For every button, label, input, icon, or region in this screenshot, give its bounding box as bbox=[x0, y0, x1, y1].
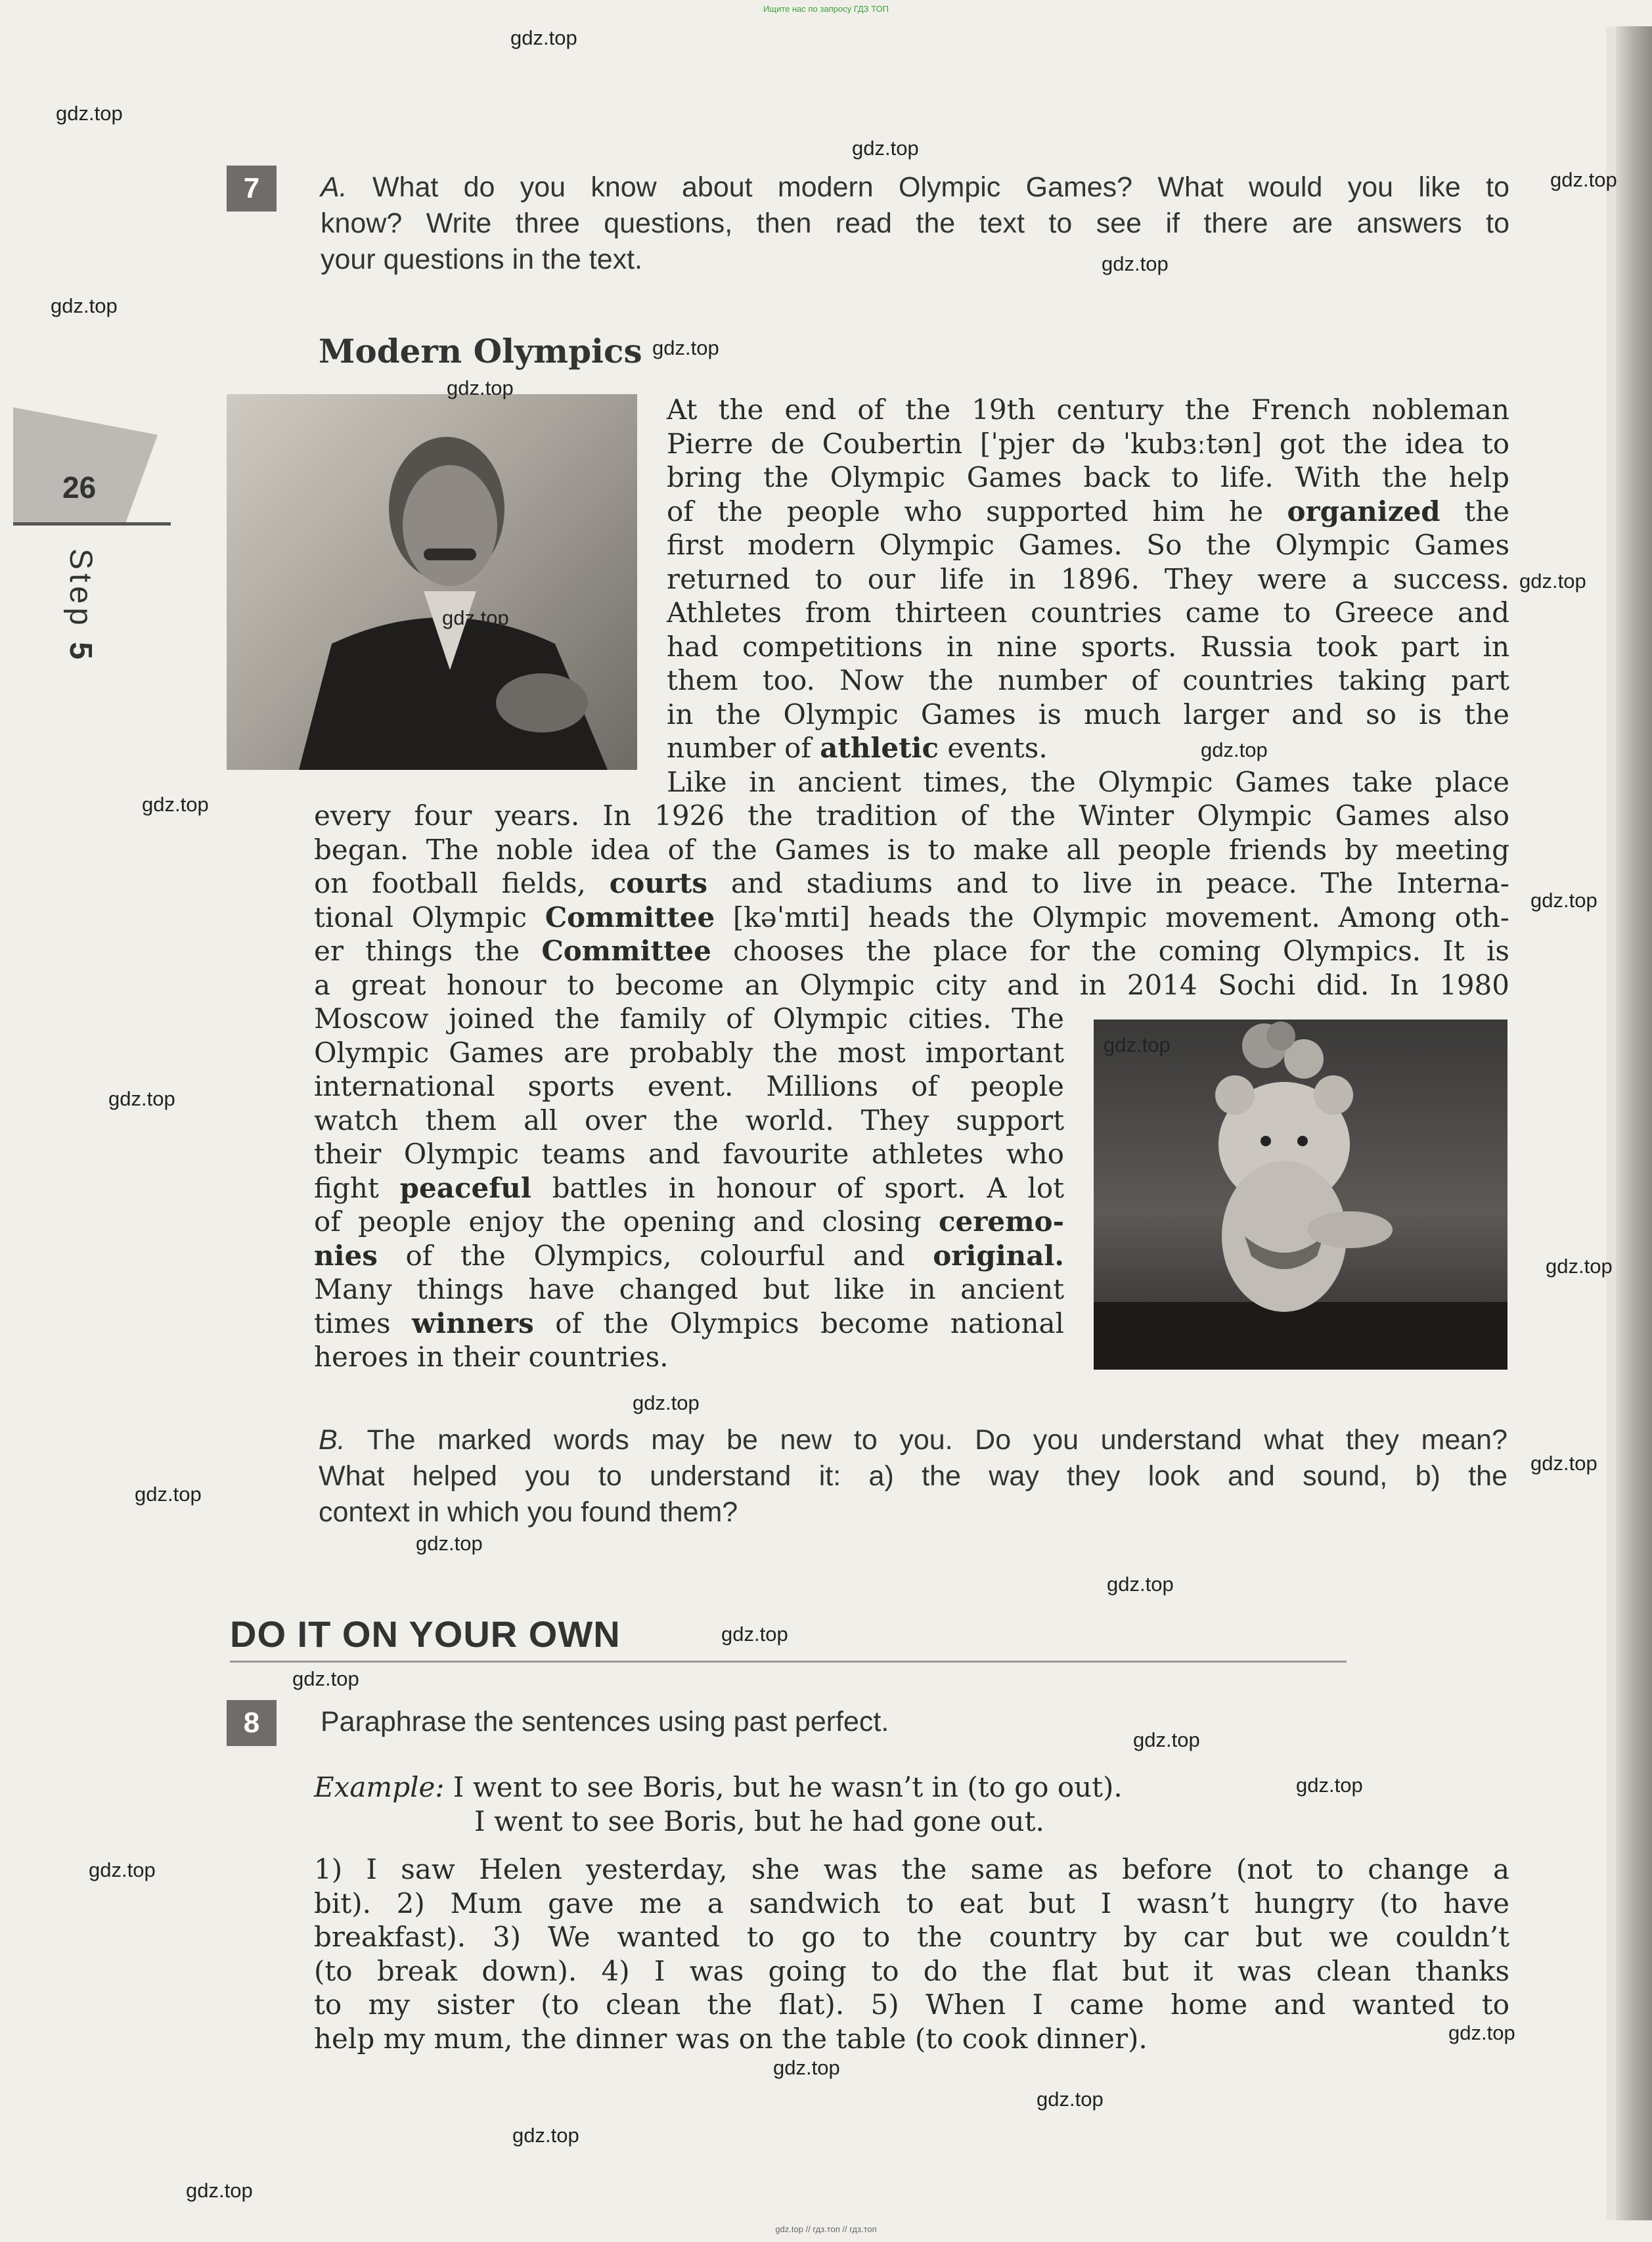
step-label bbox=[46, 549, 125, 700]
sentence-line: bit). 2) Mum gave me a sandwich to eat but I wasn’t hungry (to have bbox=[314, 1887, 1509, 1919]
text-line: nies of the Olympics, colourful and original. bbox=[314, 1239, 1064, 1272]
text-line: fight peaceful battles in honour of sport. A lot bbox=[314, 1171, 1064, 1204]
text-line: their Olympic teams and favourite athletes who bbox=[314, 1138, 1064, 1170]
bottom-banner: gdz.top // гдз.топ // гдз.топ bbox=[775, 2224, 877, 2234]
side-tab-rule bbox=[13, 522, 171, 526]
sentence-line: (to break down). 4) I was going to do the flat but it was clean thanks bbox=[314, 1954, 1509, 1987]
watermark-text: gdz.top bbox=[1201, 738, 1268, 761]
exercise-8-instruction: Paraphrase the sentences using past perfect. bbox=[321, 1706, 889, 1738]
watermark-text: gdz.top bbox=[1102, 252, 1169, 275]
watermark-text: gdz.top bbox=[510, 26, 577, 49]
watermark-text: gdz.top bbox=[447, 376, 514, 399]
text-line: Like in ancient times, the Olympic Games take place bbox=[667, 765, 1509, 798]
sentence-line: breakfast). 3) We wanted to go to the country by car but we couldn’t bbox=[314, 1921, 1509, 1953]
text-line: them too. Now the number of countries taking part bbox=[667, 664, 1509, 696]
exercise-8-number: 8 bbox=[227, 1700, 277, 1746]
text-line: had competitions in nine sports. Russia took part in bbox=[667, 630, 1509, 663]
sentence-line: 1) I saw Helen yesterday, she was the same as before (not to change a bbox=[314, 1853, 1509, 1885]
watermark-text: gdz.top bbox=[721, 1623, 788, 1646]
text-line: watch them all over the world. They support bbox=[314, 1104, 1064, 1136]
step-number: 5 bbox=[63, 642, 98, 663]
watermark-text: gdz.top bbox=[1546, 1255, 1613, 1278]
text-column-wide bbox=[314, 799, 1509, 1002]
text-line: international sports event. Millions of people bbox=[314, 1070, 1064, 1102]
task-a-line-3: your questions in the text. bbox=[321, 244, 643, 275]
text-line: er things the Committee chooses the place for the coming Olympics. It is bbox=[314, 935, 1509, 967]
text-line: in the Olympic Games is much larger and so is the bbox=[667, 698, 1509, 730]
section-rule bbox=[230, 1661, 1347, 1663]
watermark-text: gdz.top bbox=[186, 2179, 253, 2202]
text-line: of the people who supported him he organized the bbox=[667, 495, 1509, 527]
watermark-text: gdz.top bbox=[1133, 1728, 1200, 1751]
olympic-bear-icon bbox=[1094, 1020, 1507, 1370]
watermark-text: gdz.top bbox=[1530, 889, 1597, 912]
watermark-text: gdz.top bbox=[512, 2124, 579, 2147]
page-number: 26 bbox=[62, 470, 97, 504]
watermark-text: gdz.top bbox=[633, 1391, 700, 1414]
watermark-text: gdz.top bbox=[135, 1483, 202, 1506]
page-edge bbox=[1606, 26, 1616, 2220]
photo-olympic-mascot bbox=[1094, 1020, 1507, 1370]
text-line: tional Olympic Committee [kəˈmɪti] heads the Olympic movement. Among oth- bbox=[314, 901, 1509, 933]
task-a-line-2: know? Write three questions, then read the text to see if there are answers to bbox=[321, 208, 1509, 239]
watermark-text: gdz.top bbox=[1519, 570, 1586, 593]
watermark-text: gdz.top bbox=[652, 336, 719, 359]
task-b-line-3: context in which you found them? bbox=[319, 1496, 738, 1528]
exercise-8-sentences bbox=[314, 1852, 1509, 2055]
text-line: Athletes from thirteen countries came to Greece and bbox=[667, 596, 1509, 629]
text-column-bottom bbox=[314, 1002, 1064, 1374]
example-line-1: Example: I went to see Boris, but he wasn’t in (to go out). bbox=[314, 1771, 1123, 1803]
text-line: Moscow joined the family of Olympic cities. The bbox=[314, 1002, 1064, 1035]
text-line: times winners of the Olympics become national bbox=[314, 1307, 1064, 1339]
text-line: first modern Olympic Games. So the Olympic Games bbox=[667, 529, 1509, 561]
section-title: DO IT ON YOUR OWN bbox=[230, 1613, 621, 1655]
watermark-text: gdz.top bbox=[1296, 1774, 1363, 1797]
watermark-text: gdz.top bbox=[416, 1532, 483, 1555]
text-heading: Modern Olympics bbox=[319, 332, 642, 370]
watermark-text: gdz.top bbox=[89, 1858, 156, 1881]
watermark-text: gdz.top bbox=[1530, 1452, 1597, 1475]
watermark-text: gdz.top bbox=[852, 137, 919, 160]
text-line: Many things have changed but like in ancient bbox=[314, 1273, 1064, 1305]
text-line: of people enjoy the opening and closing ceremo- bbox=[314, 1205, 1064, 1238]
example-line-2: I went to see Boris, but he had gone out. bbox=[474, 1805, 1044, 1837]
text-line: number of athletic events. bbox=[667, 732, 1048, 764]
task-b-line-1: B. The marked words may be new to you. Do you understand what they mean? bbox=[319, 1424, 1508, 1456]
text-line: every four years. In 1926 the tradition of the Winter Olympic Games also bbox=[314, 799, 1509, 832]
sentence-line: to my sister (to clean the flat). 5) When I came home and wanted to bbox=[314, 1988, 1509, 2021]
watermark-text: gdz.top bbox=[773, 2056, 840, 2079]
text-line: began. The noble idea of the Games is to make all people friends by meeting bbox=[314, 833, 1509, 866]
watermark-text: gdz.top bbox=[1107, 1573, 1174, 1596]
watermark-text: gdz.top bbox=[292, 1667, 359, 1690]
task-a-label: A. bbox=[321, 171, 347, 203]
top-banner: Ищите нас по запросу ГДЗ ТОП bbox=[763, 4, 889, 14]
text-column-top bbox=[667, 393, 1509, 799]
coubertin-portrait-icon bbox=[227, 394, 637, 770]
text-line: heroes in their countries. bbox=[314, 1341, 669, 1373]
watermark-text: gdz.top bbox=[108, 1087, 175, 1110]
watermark-text: gdz.top bbox=[51, 294, 118, 317]
book-binding bbox=[1616, 26, 1652, 2220]
text-line: Pierre de Coubertin [ˈpjer də ˈkubɜːtən] got the idea to bbox=[667, 427, 1509, 460]
watermark-text: gdz.top bbox=[1104, 1033, 1171, 1056]
watermark-text: gdz.top bbox=[1037, 2088, 1104, 2111]
task-a-line-1: A. What do you know about modern Olympic Games? What would you like to bbox=[321, 171, 1509, 203]
watermark-text: gdz.top bbox=[142, 793, 209, 816]
text-line: returned to our life in 1896. They were a success. bbox=[667, 562, 1509, 595]
text-line: bring the Olympic Games back to life. With the help bbox=[667, 461, 1509, 493]
text-line: At the end of the 19th century the French nobleman bbox=[667, 393, 1509, 426]
exercise-7-task-a bbox=[321, 169, 1509, 278]
watermark-text: gdz.top bbox=[1448, 2021, 1515, 2044]
sentence-line: help my mum, the dinner was on the table (to cook dinner). bbox=[314, 2022, 1148, 2055]
text-line: on football fields, courts and stadiums and to live in peace. The Interna- bbox=[314, 867, 1509, 899]
task-b-label: B. bbox=[319, 1424, 346, 1456]
exercise-7-task-b bbox=[319, 1422, 1507, 1531]
photo-coubertin bbox=[227, 394, 637, 770]
watermark-text: gdz.top bbox=[1550, 168, 1617, 191]
task-b-line-2: What helped you to understand it: a) the way they look and sound, b) the bbox=[319, 1460, 1507, 1492]
watermark-text: gdz.top bbox=[442, 606, 509, 629]
text-line: a great honour to become an Olympic city and in 2014 Sochi did. In 1980 bbox=[314, 968, 1509, 1001]
text-line: Olympic Games are probably the most important bbox=[314, 1036, 1064, 1069]
step-word: Step bbox=[63, 549, 98, 629]
exercise-7-number: 7 bbox=[227, 166, 277, 212]
watermark-text: gdz.top bbox=[56, 102, 123, 125]
example-label: Example: bbox=[314, 1771, 445, 1803]
